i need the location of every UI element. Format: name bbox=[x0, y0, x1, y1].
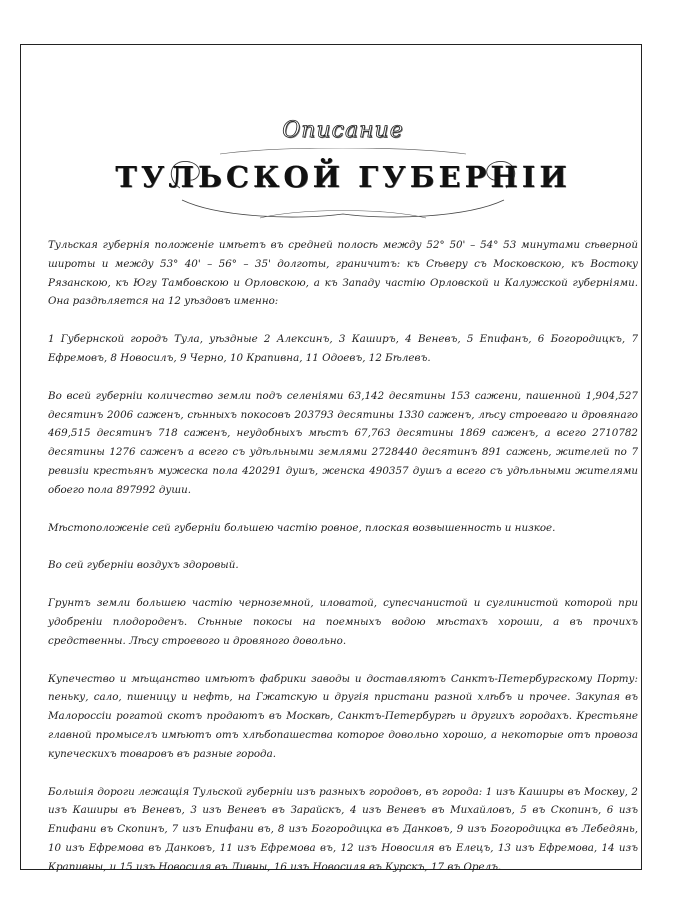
paragraph-terrain: Мѣстоположеніе сей губерніи большею частію ровное, плоская возвышенность и низкое. bbox=[48, 521, 556, 534]
paragraph-location: Тульская губернія положеніе имѣетъ въ средней полосѣ между 52° 50' – 54° 53 минутами сѣверной широты и между 53° 40' – 56° – 35' долготы, граничитъ: къ Сѣверу съ Московскою, къ Востоку Рязанскою, къ Югу Тамбовскою и Орловскою, а къ Западу частію Орловской и Калужской губерніями. Она раздѣляется на 12 уѣздовъ именно: bbox=[48, 239, 638, 308]
paragraph-air: Во сей губерніи воздухъ здоровый. bbox=[48, 559, 239, 572]
paragraph-soil: Грунтъ земли большею частію черноземной, иловатой, супесчанистой и суглинистой которой при удобреніи плодороденъ. Сѣнные покосы на поемныхъ водою мѣстахъ хороши, а въ прочихъ средственны. Лѣсу строевого и дровяного довольно. bbox=[48, 597, 638, 647]
paragraph-land: Во всей губерніи количество земли подъ селеніями 63,142 десятины 153 сажени, пашенной 1,904,527 десятинъ 2006 саженъ, сѣнныхъ покосовъ 203793 десятины 1330 саженъ, лѣсу строеваго и дровянаго 469,515 десятинъ 718 саженъ, неудобныхъ мѣстъ 67,763 десятины 1869 саженъ, а всего 2710782 десятины 1276 саженъ а всего съ удѣльными землями 2728440 десятинъ 891 сажень, жителей по 7 ревизіи крестьянъ мужеска пола 420291 душъ, женска 490357 душъ а всего съ удѣльными жителями обоего пола 897992 души. bbox=[48, 389, 638, 496]
paragraph-cities: 1 Губернской городъ Тула, уѣздные 2 Алексинъ, 3 Каширъ, 4 Веневъ, 5 Епифанъ, 6 Богородицкъ, 7 Ефремовъ, 8 Новосилъ, 9 Черно, 10 Крапивна, 11 Одоевъ, 12 Бѣлевъ. bbox=[48, 333, 638, 364]
paragraph-trade: Купечество и мѣщанство имѣютъ фабрики заводы и доставляютъ Санктъ-Петербургскому Порту: пеньку, сало, пшеницу и нефть, на Гжатскую и другія пристани разной хлѣбъ и прочее. Закупая въ Малороссіи рогатой скотъ продаютъ въ Москвѣ, Санктъ-Петербургѣ и другихъ городахъ. Крестьяне главной промыселъ имѣютъ отъ хлѣбопашества которое довольно хорошо, а некоторые отъ провоза купеческихъ товаровъ въ разные города. bbox=[48, 672, 638, 760]
title-main: ТУЛЬСКОЙ ГУБЕРНІИ bbox=[115, 160, 571, 194]
document-body bbox=[48, 236, 638, 896]
title-small: Описание bbox=[282, 118, 404, 143]
paragraph-roads: Большія дороги лежащія Тульской губерніи изъ разныхъ городовъ, въ города: 1 изъ Каширы въ Москву, 2 изъ Каширы въ Веневъ, 3 изъ Веневъ въ Зарайскъ, 4 изъ Веневъ въ Михайловъ, 5 въ Скопинъ, 6 изъ Епифани въ Скопинъ, 7 изъ Епифани въ, 8 изъ Богородицка въ Данковъ, 9 изъ Богородицка въ Лебедянь, 10 изъ Ефремова въ Данковъ, 11 изъ Ефремова въ, 12 изъ Новосиля въ Елецъ, 13 изъ Ефремова, 14 изъ Крапивны, и 15 изъ Новосиля въ Ливны, 16 изъ Новосиля въ Курскъ, 17 въ Орелъ. bbox=[48, 785, 638, 873]
